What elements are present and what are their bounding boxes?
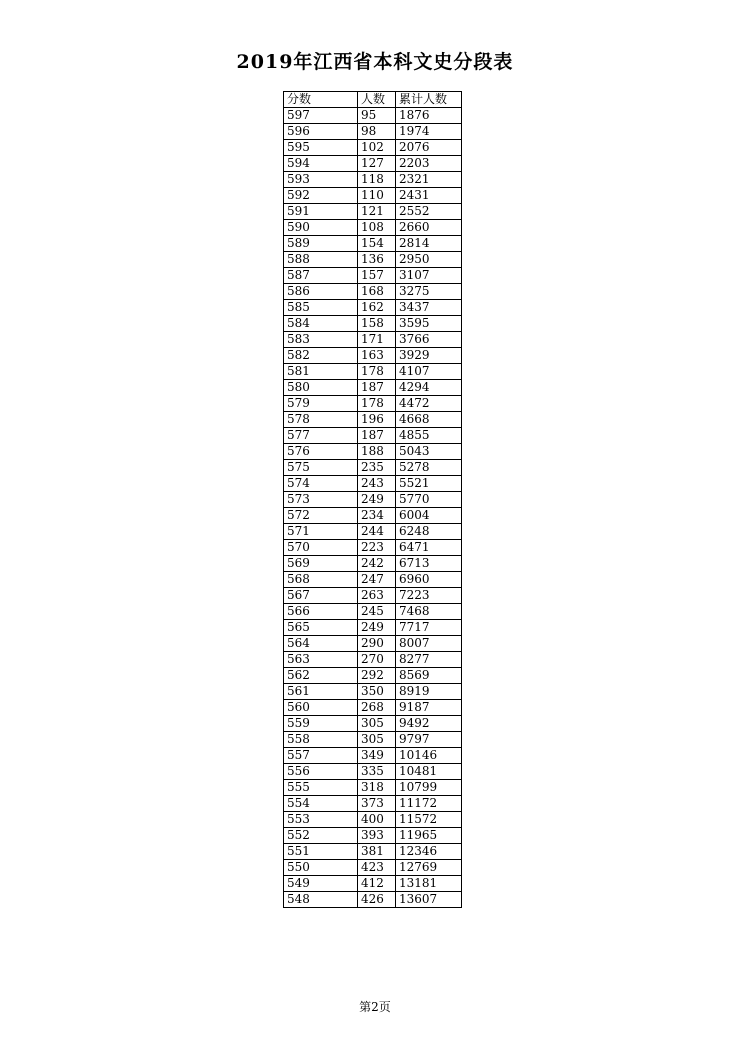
- cell-count: 244: [358, 524, 396, 540]
- table-row: [284, 236, 462, 252]
- table-row: [284, 476, 462, 492]
- cell-count: 242: [358, 556, 396, 572]
- cell-count: 305: [358, 732, 396, 748]
- cell-cumulative: 2660: [396, 220, 462, 236]
- table-header-row: [284, 92, 462, 108]
- cell-score: 572: [284, 508, 358, 524]
- cell-cumulative: 2321: [396, 172, 462, 188]
- cell-score: 554: [284, 796, 358, 812]
- cell-score: 587: [284, 268, 358, 284]
- table-row: [284, 140, 462, 156]
- cell-count: 157: [358, 268, 396, 284]
- cell-score: 568: [284, 572, 358, 588]
- table-row: [284, 188, 462, 204]
- table-row: [284, 540, 462, 556]
- cell-cumulative: 4294: [396, 380, 462, 396]
- cell-count: 270: [358, 652, 396, 668]
- table-row: [284, 396, 462, 412]
- table-row: [284, 716, 462, 732]
- header-count: 人数: [358, 92, 396, 108]
- cell-cumulative: 5278: [396, 460, 462, 476]
- cell-cumulative: 5043: [396, 444, 462, 460]
- cell-cumulative: 7717: [396, 620, 462, 636]
- cell-score: 591: [284, 204, 358, 220]
- cell-count: 381: [358, 844, 396, 860]
- table-row: [284, 332, 462, 348]
- cell-cumulative: 12346: [396, 844, 462, 860]
- cell-score: 552: [284, 828, 358, 844]
- cell-score: 551: [284, 844, 358, 860]
- table-row: [284, 732, 462, 748]
- table-row: [284, 796, 462, 812]
- table-row: [284, 268, 462, 284]
- cell-cumulative: 6960: [396, 572, 462, 588]
- cell-count: 245: [358, 604, 396, 620]
- cell-cumulative: 3437: [396, 300, 462, 316]
- cell-score: 581: [284, 364, 358, 380]
- cell-score: 579: [284, 396, 358, 412]
- cell-cumulative: 8569: [396, 668, 462, 684]
- cell-score: 578: [284, 412, 358, 428]
- cell-count: 187: [358, 380, 396, 396]
- cell-score: 594: [284, 156, 358, 172]
- cell-score: 565: [284, 620, 358, 636]
- cell-score: 595: [284, 140, 358, 156]
- cell-cumulative: 9187: [396, 700, 462, 716]
- header-score: 分数: [284, 92, 358, 108]
- cell-cumulative: 2431: [396, 188, 462, 204]
- cell-score: 559: [284, 716, 358, 732]
- cell-score: 582: [284, 348, 358, 364]
- cell-count: 249: [358, 620, 396, 636]
- cell-score: 571: [284, 524, 358, 540]
- cell-count: 108: [358, 220, 396, 236]
- cell-cumulative: 1876: [396, 108, 462, 124]
- cell-cumulative: 13607: [396, 892, 462, 908]
- cell-count: 247: [358, 572, 396, 588]
- cell-cumulative: 3766: [396, 332, 462, 348]
- table-row: [284, 556, 462, 572]
- cell-count: 263: [358, 588, 396, 604]
- cell-count: 223: [358, 540, 396, 556]
- cell-score: 576: [284, 444, 358, 460]
- cell-cumulative: 10799: [396, 780, 462, 796]
- cell-cumulative: 6248: [396, 524, 462, 540]
- table-row: [284, 604, 462, 620]
- cell-cumulative: 6004: [396, 508, 462, 524]
- cell-score: 580: [284, 380, 358, 396]
- cell-count: 400: [358, 812, 396, 828]
- cell-score: 573: [284, 492, 358, 508]
- table-row: [284, 316, 462, 332]
- cell-cumulative: 4855: [396, 428, 462, 444]
- table-row: [284, 428, 462, 444]
- table-row: [284, 844, 462, 860]
- cell-count: 171: [358, 332, 396, 348]
- cell-count: 423: [358, 860, 396, 876]
- cell-score: 558: [284, 732, 358, 748]
- cell-score: 566: [284, 604, 358, 620]
- cell-cumulative: 13181: [396, 876, 462, 892]
- cell-cumulative: 3595: [396, 316, 462, 332]
- cell-score: 577: [284, 428, 358, 444]
- cell-count: 136: [358, 252, 396, 268]
- cell-score: 555: [284, 780, 358, 796]
- cell-count: 393: [358, 828, 396, 844]
- cell-count: 268: [358, 700, 396, 716]
- cell-cumulative: 4472: [396, 396, 462, 412]
- cell-cumulative: 8277: [396, 652, 462, 668]
- table-row: [284, 652, 462, 668]
- cell-cumulative: 5521: [396, 476, 462, 492]
- cell-cumulative: 3929: [396, 348, 462, 364]
- cell-cumulative: 8919: [396, 684, 462, 700]
- cell-cumulative: 12769: [396, 860, 462, 876]
- table-row: [284, 620, 462, 636]
- cell-count: 102: [358, 140, 396, 156]
- cell-count: 243: [358, 476, 396, 492]
- score-table: [283, 91, 462, 908]
- cell-count: 249: [358, 492, 396, 508]
- table-row: [284, 876, 462, 892]
- cell-cumulative: 5770: [396, 492, 462, 508]
- cell-count: 154: [358, 236, 396, 252]
- cell-cumulative: 10146: [396, 748, 462, 764]
- table-row: [284, 460, 462, 476]
- cell-cumulative: 2814: [396, 236, 462, 252]
- cell-score: 583: [284, 332, 358, 348]
- cell-count: 234: [358, 508, 396, 524]
- table-row: [284, 780, 462, 796]
- cell-count: 95: [358, 108, 396, 124]
- cell-cumulative: 2950: [396, 252, 462, 268]
- cell-score: 586: [284, 284, 358, 300]
- cell-cumulative: 2076: [396, 140, 462, 156]
- cell-cumulative: 7223: [396, 588, 462, 604]
- table-row: [284, 348, 462, 364]
- cell-count: 350: [358, 684, 396, 700]
- table-row: [284, 364, 462, 380]
- cell-cumulative: 6713: [396, 556, 462, 572]
- table-row: [284, 524, 462, 540]
- cell-cumulative: 6471: [396, 540, 462, 556]
- cell-cumulative: 4668: [396, 412, 462, 428]
- table-row: [284, 588, 462, 604]
- cell-cumulative: 2203: [396, 156, 462, 172]
- cell-count: 290: [358, 636, 396, 652]
- cell-score: 549: [284, 876, 358, 892]
- cell-score: 570: [284, 540, 358, 556]
- cell-count: 163: [358, 348, 396, 364]
- cell-score: 574: [284, 476, 358, 492]
- table-row: [284, 508, 462, 524]
- header-cumulative: 累计人数: [396, 92, 462, 108]
- table-row: [284, 220, 462, 236]
- table-row: [284, 748, 462, 764]
- cell-score: 564: [284, 636, 358, 652]
- cell-cumulative: 3275: [396, 284, 462, 300]
- table-row: [284, 252, 462, 268]
- table-row: [284, 300, 462, 316]
- cell-cumulative: 1974: [396, 124, 462, 140]
- cell-cumulative: 11572: [396, 812, 462, 828]
- cell-cumulative: 8007: [396, 636, 462, 652]
- cell-count: 335: [358, 764, 396, 780]
- cell-count: 292: [358, 668, 396, 684]
- cell-cumulative: 11965: [396, 828, 462, 844]
- cell-cumulative: 9492: [396, 716, 462, 732]
- table-row: [284, 284, 462, 300]
- cell-score: 561: [284, 684, 358, 700]
- table-row: [284, 124, 462, 140]
- cell-cumulative: 2552: [396, 204, 462, 220]
- cell-count: 178: [358, 396, 396, 412]
- cell-score: 553: [284, 812, 358, 828]
- cell-score: 589: [284, 236, 358, 252]
- cell-count: 158: [358, 316, 396, 332]
- cell-score: 592: [284, 188, 358, 204]
- table-row: [284, 668, 462, 684]
- cell-count: 118: [358, 172, 396, 188]
- cell-score: 562: [284, 668, 358, 684]
- table-row: [284, 812, 462, 828]
- cell-score: 593: [284, 172, 358, 188]
- cell-count: 188: [358, 444, 396, 460]
- page-number: 第2页: [359, 1000, 391, 1014]
- cell-score: 548: [284, 892, 358, 908]
- cell-count: 127: [358, 156, 396, 172]
- table-row: [284, 156, 462, 172]
- table-row: [284, 860, 462, 876]
- cell-count: 196: [358, 412, 396, 428]
- cell-count: 98: [358, 124, 396, 140]
- table-body: [284, 108, 462, 908]
- table-row: [284, 492, 462, 508]
- cell-count: 305: [358, 716, 396, 732]
- cell-score: 575: [284, 460, 358, 476]
- cell-count: 168: [358, 284, 396, 300]
- cell-cumulative: 7468: [396, 604, 462, 620]
- cell-score: 550: [284, 860, 358, 876]
- cell-cumulative: 9797: [396, 732, 462, 748]
- cell-count: 349: [358, 748, 396, 764]
- table-row: [284, 108, 462, 124]
- cell-count: 187: [358, 428, 396, 444]
- table-row: [284, 204, 462, 220]
- table-row: [284, 684, 462, 700]
- cell-count: 121: [358, 204, 396, 220]
- cell-score: 569: [284, 556, 358, 572]
- cell-cumulative: 10481: [396, 764, 462, 780]
- cell-score: 588: [284, 252, 358, 268]
- table-row: [284, 700, 462, 716]
- table-row: [284, 636, 462, 652]
- cell-count: 373: [358, 796, 396, 812]
- table-row: [284, 764, 462, 780]
- cell-cumulative: 4107: [396, 364, 462, 380]
- table-row: [284, 572, 462, 588]
- cell-score: 585: [284, 300, 358, 316]
- cell-count: 412: [358, 876, 396, 892]
- cell-score: 567: [284, 588, 358, 604]
- cell-score: 556: [284, 764, 358, 780]
- cell-score: 584: [284, 316, 358, 332]
- cell-score: 563: [284, 652, 358, 668]
- cell-count: 318: [358, 780, 396, 796]
- cell-count: 426: [358, 892, 396, 908]
- table-row: [284, 828, 462, 844]
- cell-count: 178: [358, 364, 396, 380]
- cell-score: 597: [284, 108, 358, 124]
- cell-count: 162: [358, 300, 396, 316]
- page-title: 2019年江西省本科文史分段表: [236, 51, 514, 73]
- cell-cumulative: 11172: [396, 796, 462, 812]
- table-row: [284, 444, 462, 460]
- cell-count: 110: [358, 188, 396, 204]
- cell-count: 235: [358, 460, 396, 476]
- table-row: [284, 412, 462, 428]
- table-row: [284, 892, 462, 908]
- cell-score: 557: [284, 748, 358, 764]
- cell-cumulative: 3107: [396, 268, 462, 284]
- cell-score: 560: [284, 700, 358, 716]
- cell-score: 596: [284, 124, 358, 140]
- table-row: [284, 172, 462, 188]
- cell-score: 590: [284, 220, 358, 236]
- table-row: [284, 380, 462, 396]
